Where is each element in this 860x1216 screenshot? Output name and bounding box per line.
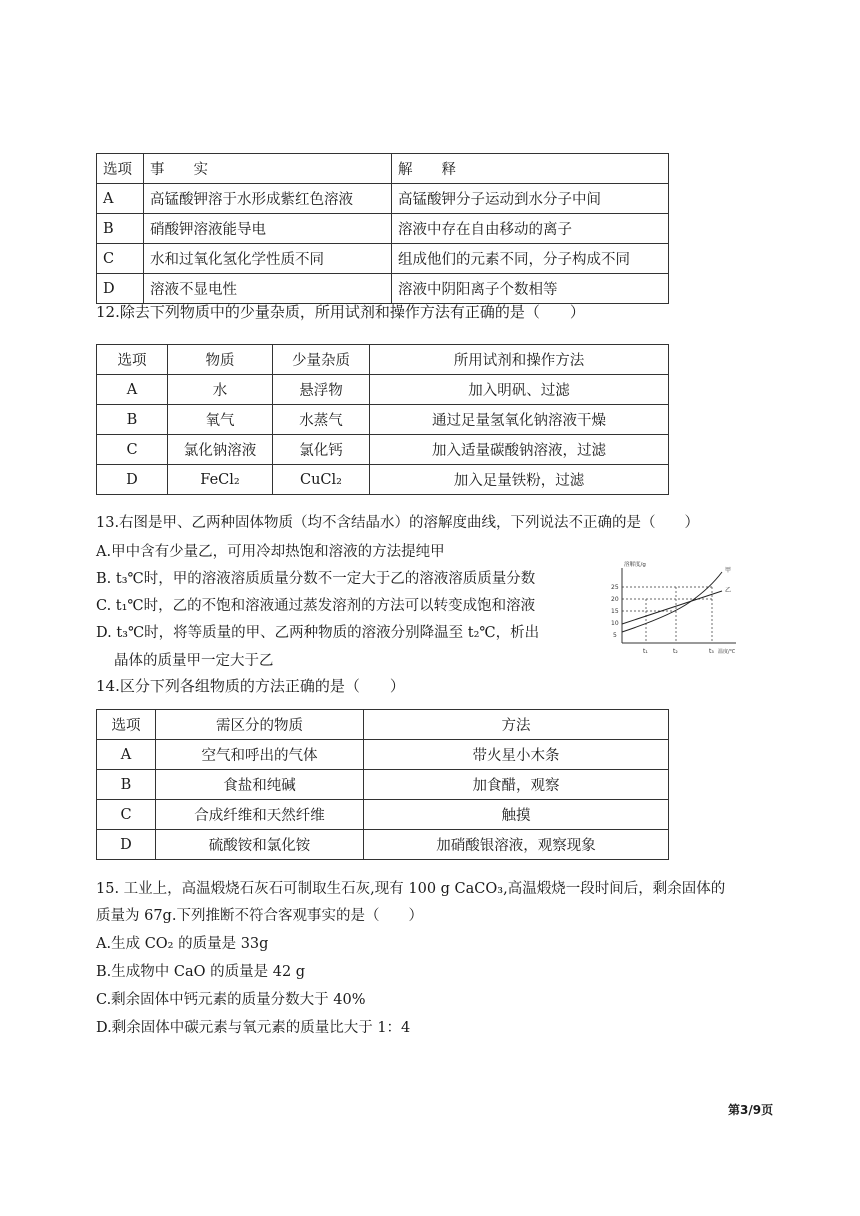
y-tick-label: 25	[611, 584, 619, 591]
table-row	[97, 465, 669, 495]
table-cell: D	[97, 274, 144, 304]
question-15-stem-continued: 质量为 67g.下列推断不符合客观事实的是（ ）	[96, 908, 423, 924]
table-row	[97, 740, 669, 770]
table-cell: C	[97, 244, 144, 274]
question-15-stem: 15. 工业上，高温煅烧石灰石可制取生石灰,现有 100 g CaCO₃,高温煅烧一段时间后，剩余固体的	[96, 881, 726, 897]
table-q11	[96, 153, 669, 304]
table-row	[97, 274, 669, 304]
table-cell: CuCl₂	[273, 465, 370, 495]
table-q12	[96, 344, 669, 495]
table-q14	[96, 709, 669, 860]
table-cell: 氧气	[168, 405, 273, 435]
table-cell: 水蒸气	[273, 405, 370, 435]
question-15-option-a: A.生成 CO₂ 的质量是 33g	[96, 936, 269, 952]
question-13-stem: 13.右图是甲、乙两种固体物质（均不含结晶水）的溶解度曲线，下列说法不正确的是（ ）	[96, 515, 700, 531]
table-row	[97, 244, 669, 274]
table-cell: C	[97, 800, 156, 830]
table-row	[97, 184, 669, 214]
page-number: 第3/9页	[728, 1103, 774, 1117]
question-15-option-b: B.生成物中 CaO 的质量是 42 g	[96, 964, 306, 980]
table-cell: D	[97, 465, 168, 495]
y-tick-label: 15	[611, 608, 619, 615]
table-cell: 高锰酸钾分子运动到水分子中间	[392, 184, 669, 214]
table-cell: D	[97, 830, 156, 860]
table-cell: 硝酸钾溶液能导电	[144, 214, 392, 244]
y-axis-label: 溶解度/g	[624, 562, 646, 568]
table-header-cell: 需区分的物质	[156, 710, 364, 740]
table-cell: B	[97, 214, 144, 244]
table-cell: 氯化钠溶液	[168, 435, 273, 465]
question-13-option-a: A.甲中含有少量乙，可用冷却热饱和溶液的方法提纯甲	[96, 544, 445, 560]
question-13-option-b: B. t₃℃时，甲的溶液溶质质量分数不一定大于乙的溶液溶质质量分数	[96, 571, 536, 587]
table-cell: 合成纤维和天然纤维	[156, 800, 364, 830]
curve-jia	[622, 572, 722, 632]
table-cell: 带火星小木条	[364, 740, 669, 770]
y-tick-label: 10	[611, 620, 619, 627]
table-cell: A	[97, 740, 156, 770]
table-cell: 通过足量氢氧化钠溶液干燥	[370, 405, 669, 435]
question-15-option-c: C.剩余固体中钙元素的质量分数大于 40%	[96, 992, 366, 1008]
table-header-cell: 事 实	[144, 154, 392, 184]
series-label-jia: 甲	[725, 567, 732, 574]
table-header-cell: 选项	[97, 710, 156, 740]
table-cell: 悬浮物	[273, 375, 370, 405]
table-header-cell: 选项	[97, 154, 144, 184]
table-cell: 加入足量铁粉，过滤	[370, 465, 669, 495]
question-13-option-c: C. t₁℃时，乙的不饱和溶液通过蒸发溶剂的方法可以转变成饱和溶液	[96, 598, 536, 614]
x-tick-label: t₂	[673, 648, 678, 655]
question-15-option-d: D.剩余固体中碳元素与氧元素的质量比大于 1：4	[96, 1020, 411, 1036]
curve-yi	[622, 591, 722, 624]
y-tick-label: 20	[611, 596, 619, 603]
x-tick-label: t₃	[709, 648, 714, 655]
table-cell: A	[97, 375, 168, 405]
table-cell: 组成他们的元素不同，分子构成不同	[392, 244, 669, 274]
table-header-cell: 物质	[168, 345, 273, 375]
question-13-option-d: D. t₃℃时，将等质量的甲、乙两种物质的溶液分别降温至 t₂℃，析出	[96, 625, 540, 641]
question-14-stem: 14.区分下列各组物质的方法正确的是（ ）	[96, 677, 405, 695]
table-cell: B	[97, 405, 168, 435]
table-cell: 氯化钙	[273, 435, 370, 465]
table-row	[97, 405, 669, 435]
y-tick-label: 5	[613, 632, 617, 639]
table-row	[97, 830, 669, 860]
x-axis-label: 温度/℃	[718, 649, 736, 655]
table-cell: 水	[168, 375, 273, 405]
table-header-cell: 少量杂质	[273, 345, 370, 375]
table-header-cell: 所用试剂和操作方法	[370, 345, 669, 375]
table-cell: C	[97, 435, 168, 465]
table-cell: 硫酸铵和氯化铵	[156, 830, 364, 860]
table-header-row	[97, 345, 669, 375]
table-cell: 食盐和纯碱	[156, 770, 364, 800]
question-12-stem: 12.除去下列物质中的少量杂质，所用试剂和操作方法有正确的是（ ）	[96, 303, 585, 321]
series-label-yi: 乙	[725, 587, 732, 594]
table-cell: 加硝酸银溶液，观察现象	[364, 830, 669, 860]
solubility-curve-graph	[600, 558, 748, 658]
table-cell: 加食醋，观察	[364, 770, 669, 800]
table-cell: 水和过氧化氢化学性质不同	[144, 244, 392, 274]
table-cell: B	[97, 770, 156, 800]
table-row	[97, 770, 669, 800]
question-13-option-d-continued: 晶体的质量甲一定大于乙	[114, 653, 274, 669]
table-cell: 加入明矾、过滤	[370, 375, 669, 405]
x-tick-label: t₁	[643, 648, 648, 655]
table-cell: 触摸	[364, 800, 669, 830]
table-cell: FeCl₂	[168, 465, 273, 495]
table-cell: 溶液中阴阳离子个数相等	[392, 274, 669, 304]
table-cell: 溶液中存在自由移动的离子	[392, 214, 669, 244]
table-cell: A	[97, 184, 144, 214]
table-cell: 加入适量碳酸钠溶液，过滤	[370, 435, 669, 465]
table-header-cell: 选项	[97, 345, 168, 375]
table-cell: 高锰酸钾溶于水形成紫红色溶液	[144, 184, 392, 214]
table-row	[97, 214, 669, 244]
table-header-row	[97, 154, 669, 184]
table-row	[97, 435, 669, 465]
table-header-cell: 方法	[364, 710, 669, 740]
table-row	[97, 800, 669, 830]
table-cell: 溶液不显电性	[144, 274, 392, 304]
table-cell: 空气和呼出的气体	[156, 740, 364, 770]
table-header-row	[97, 710, 669, 740]
table-header-cell: 解 释	[392, 154, 669, 184]
table-row	[97, 375, 669, 405]
